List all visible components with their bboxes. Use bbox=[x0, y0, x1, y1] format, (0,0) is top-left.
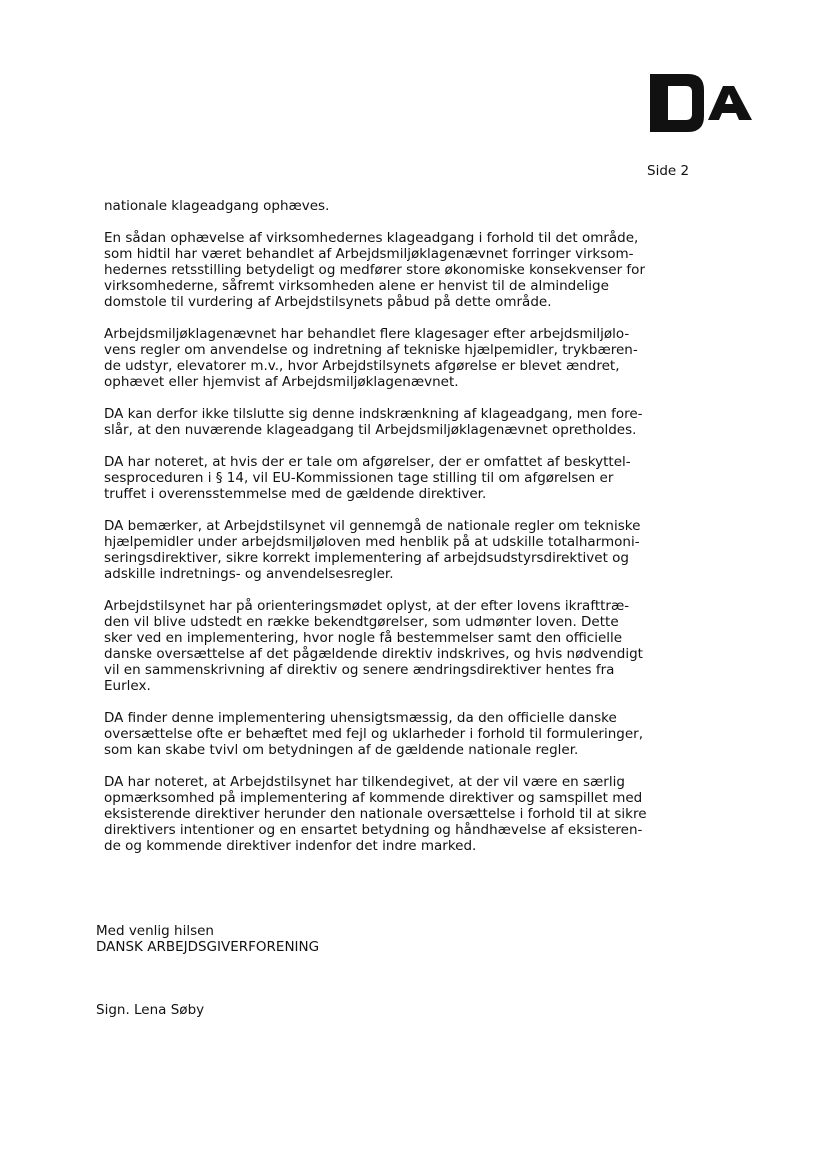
page-number: Side 2 bbox=[647, 163, 690, 179]
text-line: oversættelse ofte er behæftet med fejl og uklarheder i forhold til formuleringer, bbox=[104, 726, 643, 742]
text-line: Arbejdsmiljøklagenævnet har behandlet flere klagesager efter arbejdsmiljølo- bbox=[104, 326, 630, 342]
text-line: den vil blive udstedt en række bekendtgørelser, som udmønter loven. Dette bbox=[104, 614, 619, 630]
text-line: DA har noteret, at hvis der er tale om afgørelser, der er omfattet af beskyttel- bbox=[104, 454, 631, 470]
text-line: opmærksomhed på implementering af kommende direktiver og samspillet med bbox=[104, 790, 643, 806]
paragraph bbox=[104, 598, 644, 694]
text-line: adskille indretnings- og anvendelsesregler. bbox=[104, 566, 394, 582]
paragraph bbox=[104, 774, 647, 854]
text-line: Eurlex. bbox=[104, 678, 151, 694]
text-line: vil en sammenskrivning af direktiv og senere ændringsdirektiver hentes fra bbox=[104, 662, 615, 678]
text-line: nationale klageadgang ophæves. bbox=[104, 198, 330, 214]
paragraph bbox=[104, 518, 644, 582]
text-line: ophævet eller hjemvist af Arbejdsmiljøklagenævnet. bbox=[104, 374, 459, 390]
text-line: direktivers intentioner og en ensartet betydning og håndhævelse af eksisteren- bbox=[104, 822, 643, 838]
text-line: En sådan ophævelse af virksomhedernes klageadgang i forhold til det område, bbox=[104, 230, 639, 246]
text-line: eksisterende direktiver herunder den nationale oversættelse i forhold til at sikre bbox=[104, 806, 647, 822]
paragraph bbox=[104, 454, 644, 502]
paragraph bbox=[104, 406, 644, 438]
text-line: Arbejdstilsynet har på orienteringsmødet oplyst, at der efter lovens ikrafttræ- bbox=[104, 598, 630, 614]
text-line: som hidtil har været behandlet af Arbejdsmiljøklagenævnet forringer virksom- bbox=[104, 246, 634, 262]
text-line: slår, at den nuværende klageadgang til Arbejdsmiljøklagenævnet opretholdes. bbox=[104, 422, 637, 438]
paragraph bbox=[104, 198, 644, 214]
paragraph bbox=[104, 710, 644, 758]
text-line: DA har noteret, at Arbejdstilsynet har tilkendegivet, at der vil være en særlig bbox=[104, 774, 625, 790]
text-line: DA bemærker, at Arbejdstilsynet vil gennemgå de nationale regler om tekniske bbox=[104, 518, 641, 534]
text-line: som kan skabe tvivl om betydningen af de gældende nationale regler. bbox=[104, 742, 579, 758]
text-line: DA kan derfor ikke tilslutte sig denne indskrænkning af klageadgang, men fore- bbox=[104, 406, 643, 422]
letter-body bbox=[104, 198, 647, 870]
text-line: de udstyr, elevatorer m.v., hvor Arbejdstilsynets afgørelse er blevet ændret, bbox=[104, 358, 620, 374]
text-line: virksomhederne, såfremt virksomheden alene er henvist til de almindelige bbox=[104, 278, 609, 294]
text-line: seringsdirektiver, sikre korrekt implementering af arbejdsudstyrsdirektivet og bbox=[104, 550, 629, 566]
text-line: sesproceduren i § 14, vil EU-Kommissionen tage stilling til om afgørelsen er bbox=[104, 470, 614, 486]
text-line: danske oversættelse af det pågældende direktiv indskrives, og hvis nødvendigt bbox=[104, 646, 643, 662]
text-line: hedernes retsstilling betydeligt og medfører store økonomiske konsekvenser for bbox=[104, 262, 645, 278]
closing-greeting: Med venlig hilsen bbox=[96, 923, 214, 939]
closing-block bbox=[96, 923, 319, 955]
paragraph bbox=[104, 230, 644, 310]
text-line: hjælpemidler under arbejdsmiljøloven med henblik på at udskille totalharmoni- bbox=[104, 534, 640, 550]
signature: Sign. Lena Søby bbox=[96, 1002, 205, 1018]
paragraph bbox=[104, 326, 644, 390]
da-logo-mark bbox=[648, 72, 756, 134]
da-logo bbox=[648, 72, 756, 134]
text-line: sker ved en implementering, hvor nogle få bestemmelser samt den officielle bbox=[104, 630, 623, 646]
text-line: truffet i overensstemmelse med de gældende direktiver. bbox=[104, 486, 487, 502]
text-line: DA finder denne implementering uhensigtsmæssig, da den officielle danske bbox=[104, 710, 617, 726]
text-line: vens regler om anvendelse og indretning af tekniske hjælpemidler, trykbæren- bbox=[104, 342, 638, 358]
text-line: domstole til vurdering af Arbejdstilsynets påbud på dette område. bbox=[104, 294, 552, 310]
text-line: de og kommende direktiver indenfor det indre marked. bbox=[104, 838, 477, 854]
closing-organization: DANSK ARBEJDSGIVERFORENING bbox=[96, 939, 320, 955]
